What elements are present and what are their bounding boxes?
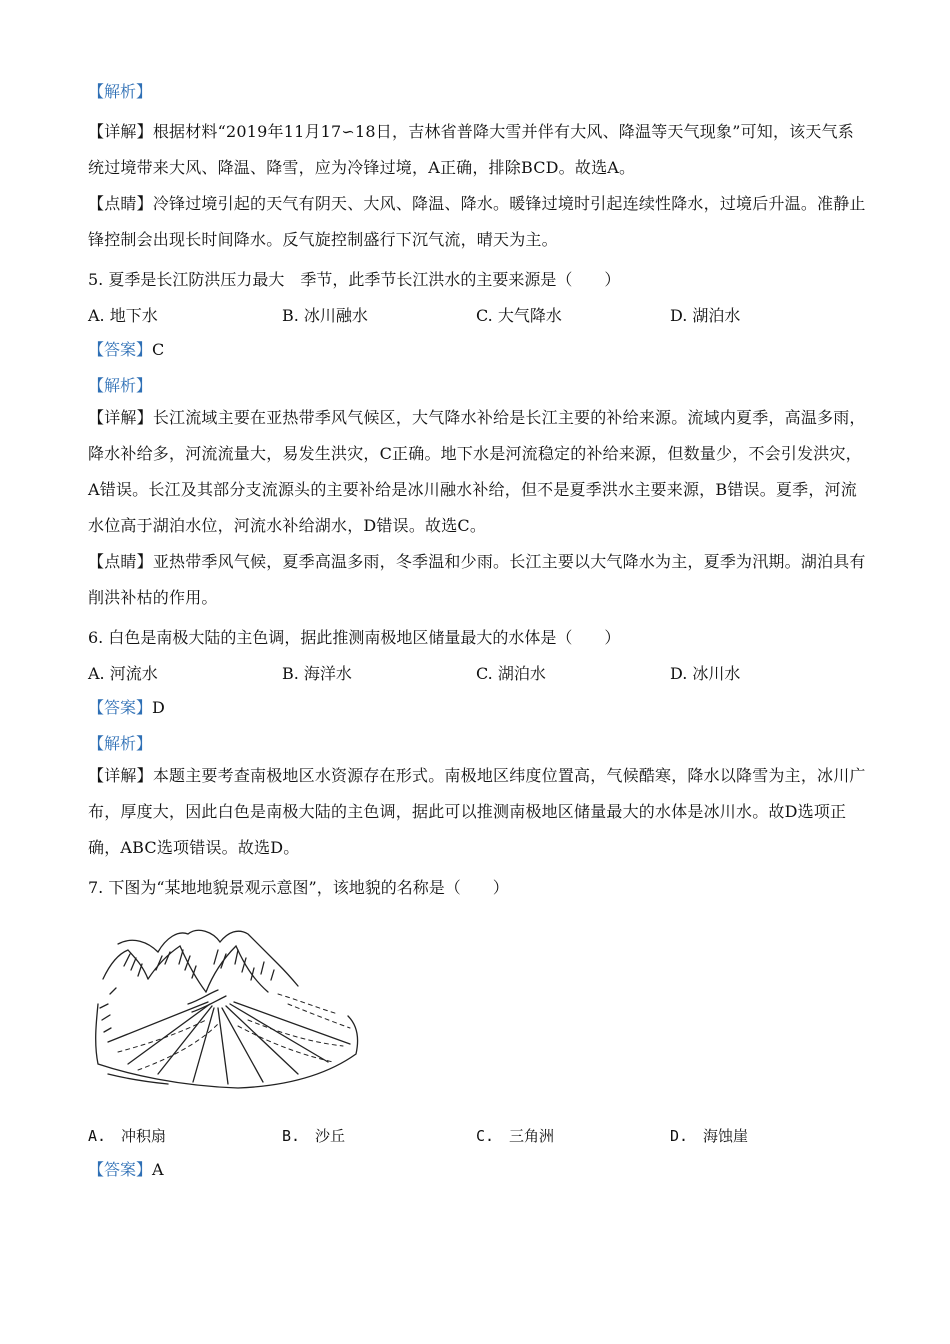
q4-comment: 【点睛】冷锋过境引起的天气有阴天、大风、降温、降水。暖锋过境时引起连续性降水，过境后升温。准静止锋控制会出现长时间降水。反气旋控制盛行下沉气流，晴天为主。	[88, 194, 866, 249]
q7-stem: 7. 下图为“某地地貌景观示意图”，该地貌的名称是（ ）	[88, 878, 509, 897]
alluvial-fan-figure	[88, 924, 368, 1094]
q5-option-a: A. 地下水	[88, 306, 158, 325]
q4-detail: 【详解】根据材料“2019年11月17∽18日，吉林省普降大雪并伴有大风、降温等天气现象”可知，该天气系统过境带来大风、降温、降雪，应为冷锋过境，A正确，排除BCD。故选A。	[88, 122, 854, 177]
q6-stem: 6. 白色是南极大陆的主色调，据此推测南极地区储量最大的水体是（ ）	[88, 628, 621, 647]
q6-option-a: A. 河流水	[88, 664, 158, 683]
q5-option-d: D. 湖泊水	[670, 306, 741, 325]
q6-option-d: D. 冰川水	[670, 664, 741, 683]
q5-answer: 【答案】C	[88, 340, 165, 359]
q7-options	[88, 1122, 868, 1150]
q7-answer: 【答案】A	[88, 1160, 164, 1179]
q5-option-b: B. 冰川融水	[282, 306, 368, 325]
q5-stem: 5. 夏季是长江防洪压力最大 季节，此季节长江洪水的主要来源是（ ）	[88, 270, 621, 289]
q5-analysis-heading: 【解析】	[88, 376, 153, 395]
q6-analysis-heading: 【解析】	[88, 734, 153, 753]
q6-option-c: C. 湖泊水	[476, 664, 546, 683]
q6-answer: 【答案】D	[88, 698, 165, 717]
q7-option-c: C. 三角洲	[476, 1127, 555, 1145]
q5-option-c: C. 大气降水	[476, 306, 562, 325]
q5-detail: 【详解】长江流域主要在亚热带季风气候区，大气降水补给是长江主要的补给来源。流域内夏季，高温多雨，降水补给多，河流流量大，易发生洪灾，C正确。地下水是河流稳定的补给来源，但数量少，不会引发洪灾，A错误。长江及其部分支流源头的主要补给是冰川融水补给，但不是夏季洪水主要来源，B错误。夏季，河流水位高于湖泊水位，河流水补给湖水，D错误。故选C。	[88, 408, 866, 535]
q6-option-b: B. 海洋水	[282, 664, 352, 683]
q7-option-d: D. 海蚀崖	[670, 1127, 749, 1145]
q5-options	[88, 302, 868, 330]
q7-option-a: A. 冲积扇	[88, 1127, 167, 1145]
q6-options	[88, 660, 868, 688]
q5-comment: 【点睛】亚热带季风气候，夏季高温多雨，冬季温和少雨。长江主要以大气降水为主，夏季为汛期。湖泊具有削洪补枯的作用。	[88, 552, 866, 607]
document-page	[88, 78, 868, 1184]
q7-option-b: B. 沙丘	[282, 1127, 346, 1145]
q6-detail: 【详解】本题主要考查南极地区水资源存在形式。南极地区纬度位置高，气候酷寒，降水以降雪为主，冰川广布，厚度大，因此白色是南极大陆的主色调，据此可以推测南极地区储量最大的水体是冰川水。故D选项正确，ABC选项错误。故选D。	[88, 766, 866, 857]
q4-analysis-heading: 【解析】	[88, 82, 153, 101]
